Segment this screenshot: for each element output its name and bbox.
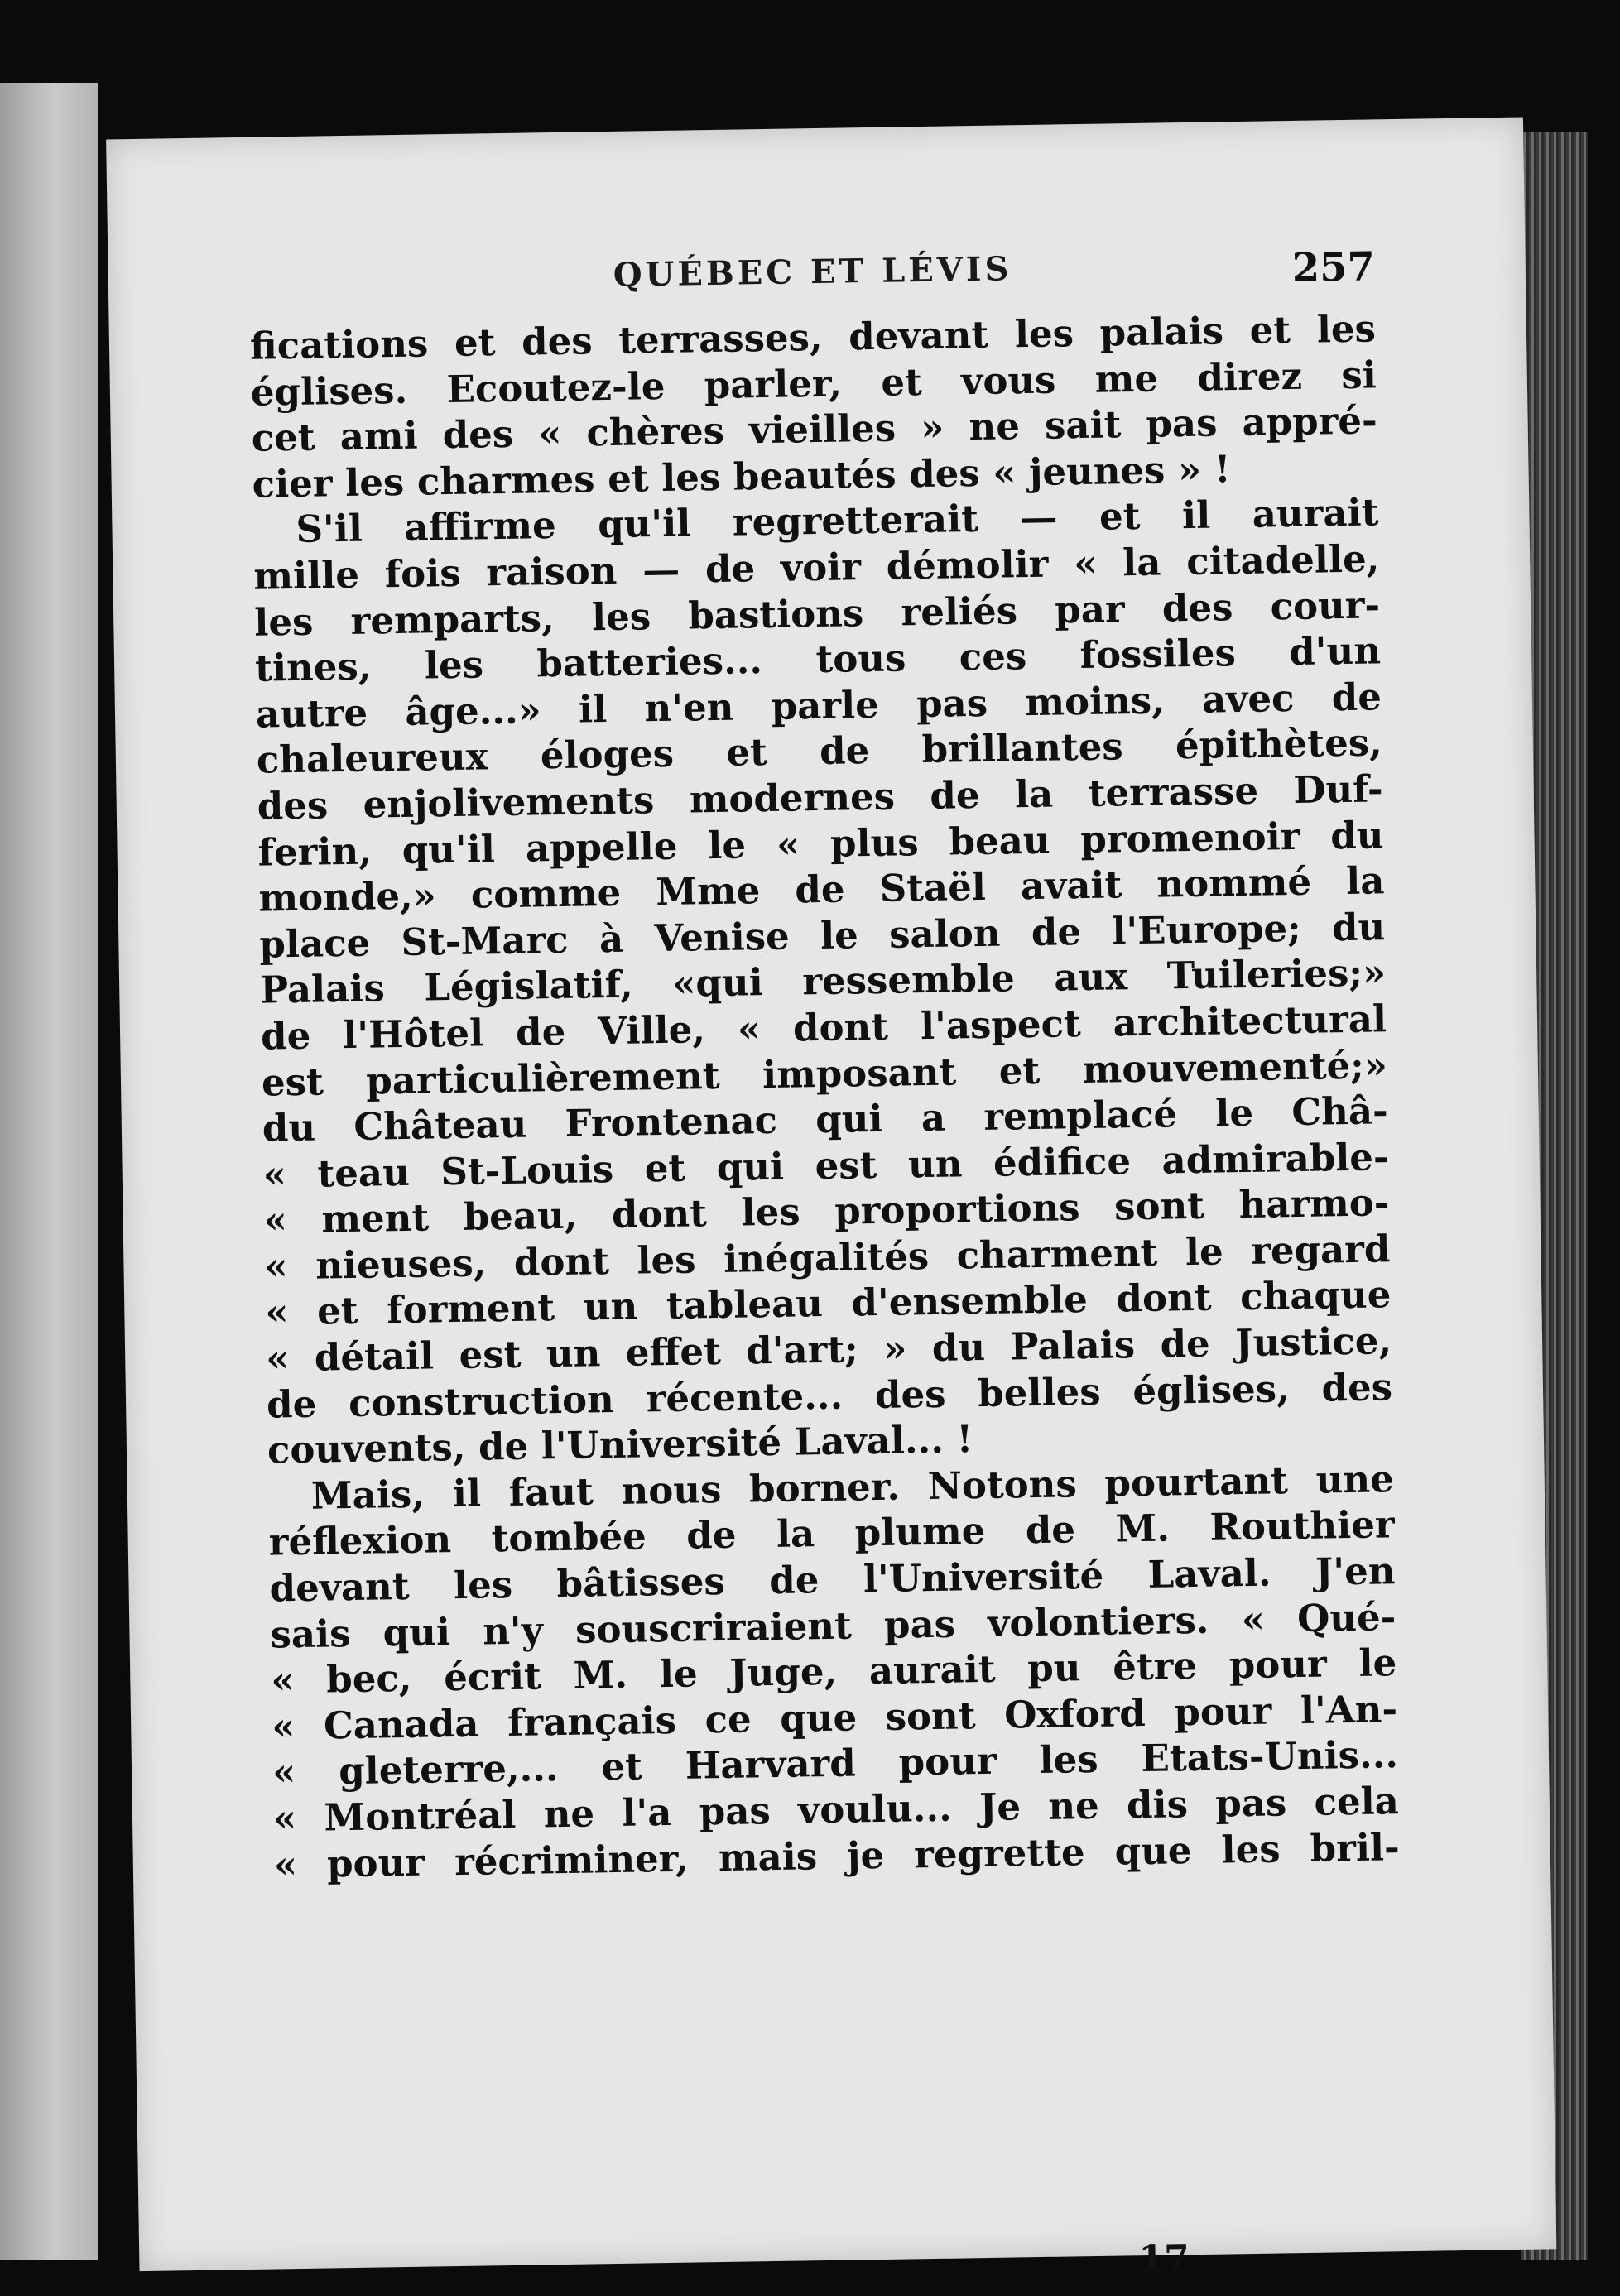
text-line: réflexion tombée de la plume de M. Routhier — [268, 1502, 1396, 1564]
text-line: « teau St-Louis et qui est un édifice admirable- — [262, 1134, 1390, 1197]
text-line: « ment beau, dont les proportions sont harmo- — [263, 1180, 1390, 1242]
text-line: de construction récente... des belles églises, des — [266, 1364, 1393, 1427]
page-number: 257 — [1291, 243, 1376, 291]
text-line: « pour récriminer, mais je regrette que les bril- — [273, 1824, 1401, 1887]
text-line: Mais, il faut nous borner. Notons pourtant une — [310, 1457, 1395, 1518]
text-line: cet ami des « chères vieilles » ne sait pas appré- — [251, 398, 1378, 460]
text-line: chaleureux éloges et de brillantes épithètes, — [256, 720, 1383, 783]
text-line: les remparts, les bastions reliés par des cour- — [253, 582, 1381, 645]
facing-page-edge — [0, 83, 98, 2260]
text-line: « nieuses, dont les inégalités charment le regard — [264, 1227, 1391, 1289]
text-line: mille fois raison — de voir démolir « la citadelle, — [253, 536, 1380, 598]
text-line: « détail est un effet d'art; » du Palais de Justice, — [265, 1319, 1392, 1381]
text-line: du Château Frontenac qui a remplacé le Châ- — [262, 1088, 1389, 1150]
book-page — [106, 118, 1556, 2281]
text-line: « bec, écrit M. le Juge, aurait pu être pour le — [270, 1640, 1397, 1703]
running-head: QUÉBEC ET LÉVIS — [613, 249, 1012, 295]
text-line: place St-Marc à Venise le salon de l'Europe; du — [258, 905, 1386, 967]
body-text — [250, 305, 1401, 1887]
text-line: monde,» comme Mme de Staël avait nommé la — [258, 858, 1385, 920]
signature-mark: 17 — [1138, 2237, 1190, 2281]
text-line: « gleterre,... et Harvard pour les Etats-Unis... — [272, 1732, 1399, 1794]
text-line: S'il affirme qu'il regretterait — et il aurait — [296, 490, 1379, 552]
text-line: « et forment un tableau d'ensemble dont chaque — [264, 1272, 1392, 1335]
text-line: est particulièrement imposant et mouvementé;» — [261, 1042, 1388, 1105]
text-line: des enjolivements modernes de la terrasse Duf- — [257, 766, 1384, 829]
text-line: églises. Ecoutez-le parler, et vous me direz si — [250, 352, 1377, 415]
text-line: fications et des terrasses, devant les palais et les — [249, 306, 1377, 368]
text-line: Palais Législatif, «qui ressemble aux Tuileries;» — [259, 950, 1387, 1012]
text-line: couvents, de l'Université Laval... ! — [267, 1417, 973, 1472]
text-line: cier les charmes et les beautés des « jeunes » ! — [252, 446, 1232, 507]
text-line: sais qui n'y souscriraient pas volontiers. « Qué- — [270, 1594, 1396, 1657]
text-line: devant les bâtisses de l'Université Laval. J'en — [269, 1549, 1396, 1611]
text-line: tines, les batteries... tous ces fossiles d'un — [254, 628, 1382, 690]
text-line: « Montréal ne l'a pas voulu... Je ne dis pas cela — [272, 1779, 1400, 1841]
text-line: de l'Hôtel de Ville, « dont l'aspect architectural — [260, 997, 1387, 1059]
text-line: ferin, qu'il appelle le « plus beau promenoir du — [257, 812, 1384, 875]
text-line: « Canada français ce que sont Oxford pour l'An- — [271, 1686, 1398, 1749]
text-line: autre âge...» il n'en parle pas moins, avec de — [255, 675, 1382, 737]
